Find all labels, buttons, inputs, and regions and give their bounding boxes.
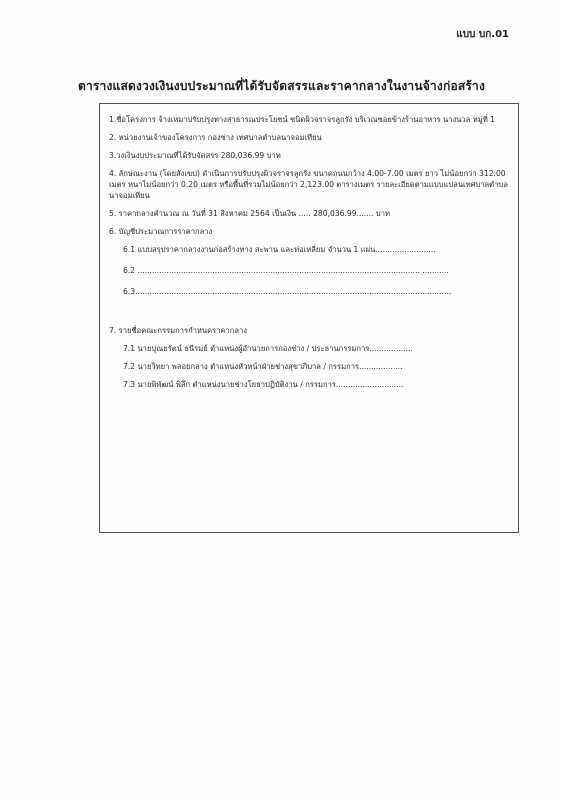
document-title: ตารางแสดงวงเงินงบประมาณที่ได้รับจัดสรรและราคากลางในงานจ้างก่อสร้าง	[77, 79, 486, 93]
committee-header: 7. รายชื่อคณะกรรมการกำหนดราคากลาง	[109, 326, 247, 335]
estimate-item-2: 6.2 ..................................................................................................................... ...........	[123, 266, 449, 275]
project-name: 1.ชื่อโครงการ จ้างเหมาปรับปรุงทางสาธารณประโยชน์ ชนิดผิวจราจรลูกรัง บริเวณซอยข้างร้านอาหาร นางนวล หมู่ที่ 1	[109, 115, 496, 124]
estimate-item-3: 6.3...................................................................................................................................	[123, 287, 452, 296]
agency: 2. หน่วยงานเจ้าของโครงการ กองช่าง เทศบาลตำบลนาจอมเทียน	[109, 133, 322, 142]
committee-member-3: 7.3 นายพิพัฒน์ พิลึก ตำแหน่งนายช่างโยธาปฏิบัติงาน / กรรมการ............................	[123, 380, 404, 389]
committee-member-2: 7.2 นายวิทยา พลอยกลาง ตำแหน่งหัวหน้าฝ่ายช่างสุขาภิบาล / กรรมการ..................	[123, 362, 403, 371]
budget: 3.วงเงินงบประมาณที่ได้รับจัดสรร 280,036.99 บาท	[109, 151, 281, 160]
median-price: 5. ราคากลางคำนวณ ณ วันที่ 31 สิงหาคม 2564 เป็นเงิน ..... 280,036.99....... บาท	[109, 209, 390, 218]
committee-member-1: 7.1 นายปุณยรัตน์ ธนีรมย์ ตำแหน่งผู้อำนวยการกองช่าง / ประธานกรรมการ..................	[123, 344, 413, 353]
estimate-header: 6. บัญชีประมาณการราคากลาง	[109, 227, 213, 236]
content-frame	[99, 103, 519, 533]
work-characteristics: 4. ลักษณะงาน (โดยสังเขป) ดำเนินการปรับปรุงผิวจราจรลูกรัง ขนาดถนนกว้าง 4.00-7.00 เมตร ยาว ไม่น้อยกว่า 312.00 เมตร หนาไม่น้อยกว่า 0.20 เมตร หรือพื้นที่รวมไม่น้อยกว่า 2,123.00 ตารางเมตร รายละเอียดตามแบบแปลนเทศบาลตำบลนาจอมเทียน	[109, 169, 508, 200]
form-code: แบบ บก.01	[456, 29, 509, 40]
estimate-item-1: 6.1 แบบสรุปราคากลางงานก่อสร้างทาง สะพาน และท่อเหลี่ยม จำนวน 1 แผ่น.........................	[123, 245, 436, 254]
